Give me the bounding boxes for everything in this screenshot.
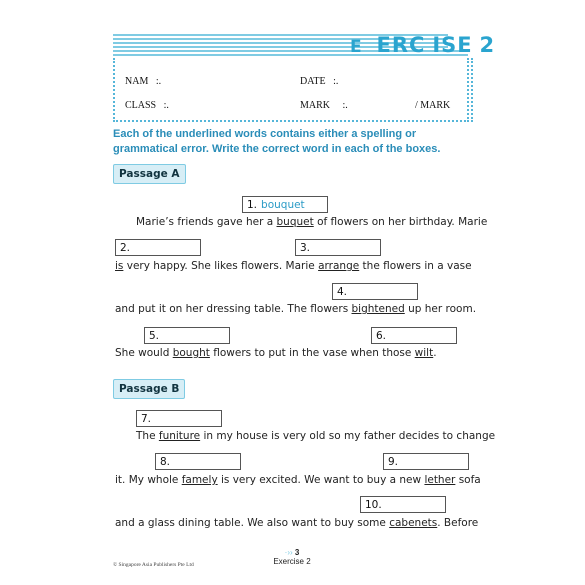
- answer-box-2[interactable]: 2.: [115, 239, 201, 256]
- frame-right-border: [467, 58, 469, 122]
- frame-left-border: [113, 58, 115, 122]
- passage-b-line-3: and a glass dining table. We also want to buy some cabenets. Before: [115, 517, 479, 529]
- passage-b-line-2: it. My whole famely is very excited. We want to buy a new lether sofa: [115, 474, 481, 486]
- passage-b-label: Passage B: [113, 379, 185, 399]
- frame-right-border: [471, 58, 473, 122]
- answer-box-9[interactable]: 9.: [383, 453, 469, 470]
- class-field: CLASS :.: [125, 100, 169, 111]
- passage-a-line-3: and put it on her dressing table. The flowers bightened up her room.: [115, 303, 477, 315]
- instructions: Each of the underlined words contains either a spelling or grammatical error. Write the correct word in each of the boxes.: [113, 128, 441, 155]
- frame-bottom-border: [113, 120, 469, 122]
- answer-box-1[interactable]: 1. bouquet: [242, 196, 328, 213]
- copyright: © Singapore Asia Publishers Pte Ltd: [113, 562, 194, 568]
- passage-a-line-2: is very happy. She likes flowers. Marie arrange the flowers in a vase: [115, 260, 472, 272]
- footer-exercise-label: Exercise 2: [273, 557, 311, 566]
- marks-field: MARK :.: [300, 100, 348, 111]
- passage-b-line-1: The funiture in my house is very old so my father decides to change: [136, 430, 496, 442]
- marks-total: / MARK: [415, 100, 451, 111]
- answer-box-4[interactable]: 4.: [332, 283, 418, 300]
- passage-a-line-4: She would bought flowers to put in the vase when those wilt.: [115, 347, 437, 359]
- date-field: DATE :.: [300, 76, 339, 87]
- answer-box-7[interactable]: 7.: [136, 410, 222, 427]
- answer-box-8[interactable]: 8.: [155, 453, 241, 470]
- name-field: NAM :.: [125, 76, 162, 87]
- answer-box-5[interactable]: 5.: [144, 327, 230, 344]
- answer-box-3[interactable]: 3.: [295, 239, 381, 256]
- passage-a-label: Passage A: [113, 164, 186, 184]
- page-number: ·›› 3: [284, 548, 300, 557]
- exercise-title: E ERC ISE 2: [350, 33, 496, 57]
- answer-box-6[interactable]: 6.: [371, 327, 457, 344]
- passage-a-line-1: Marie’s friends gave her a buquet of flowers on her birthday. Marie: [136, 216, 488, 228]
- answer-box-10[interactable]: 10.: [360, 496, 446, 513]
